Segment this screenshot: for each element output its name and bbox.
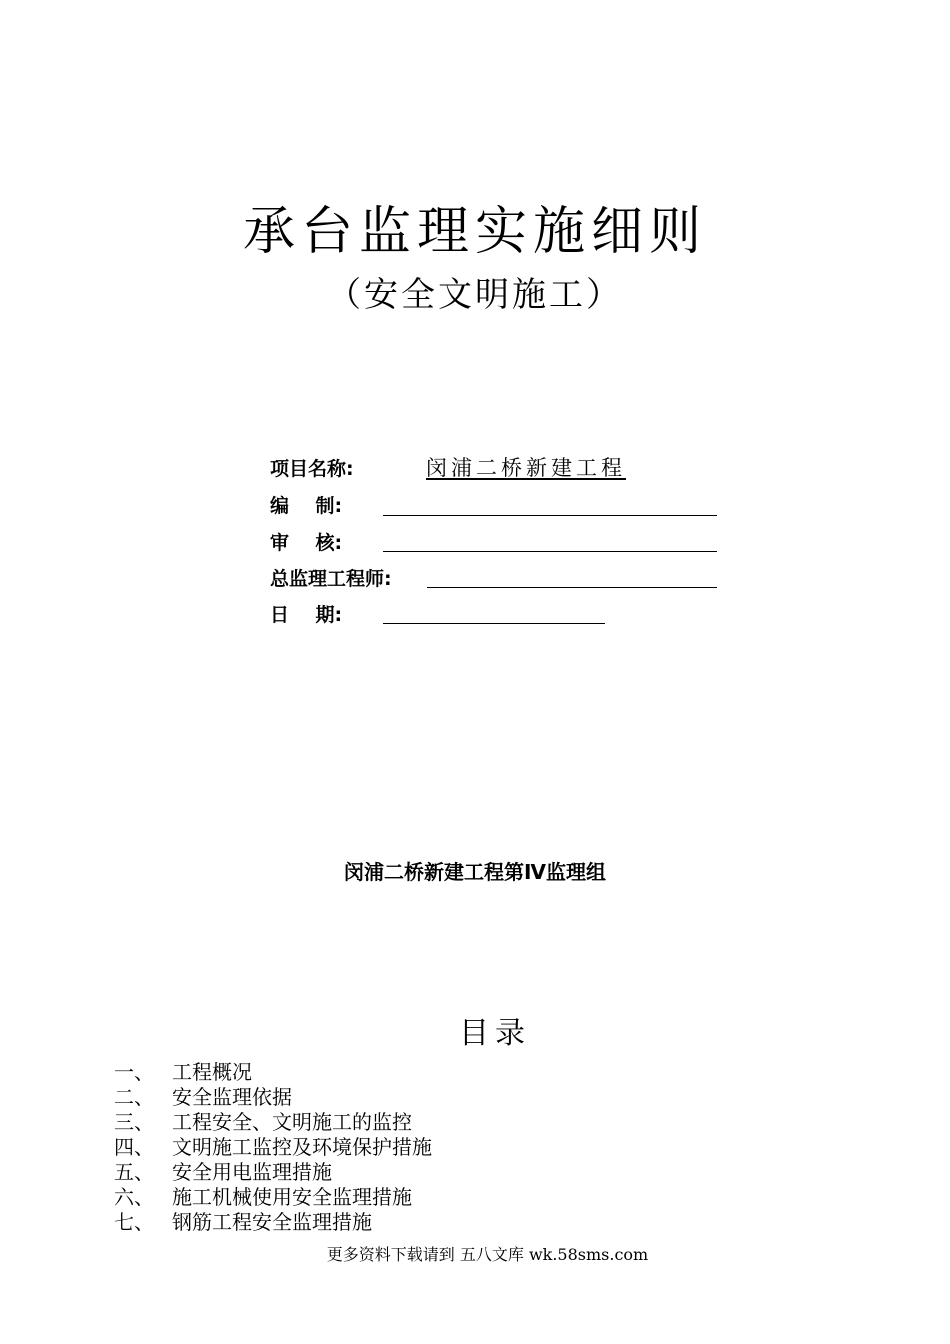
toc-item[interactable] <box>114 1135 432 1160</box>
reviewer-label: 审 核: <box>270 532 343 554</box>
chief-engineer-label: 总监理工程师: <box>270 568 392 590</box>
toc-item[interactable] <box>114 1185 412 1210</box>
toc-item-number: 三、 <box>114 1110 154 1134</box>
toc-item-text: 工程安全、文明施工的监控 <box>172 1110 412 1134</box>
toc-item[interactable] <box>114 1060 252 1085</box>
compiler-blank-line[interactable] <box>383 515 717 516</box>
toc-item[interactable] <box>114 1110 412 1135</box>
toc-item-text: 工程概况 <box>172 1060 252 1084</box>
toc-item[interactable] <box>114 1160 332 1185</box>
toc-item[interactable] <box>114 1210 372 1235</box>
toc-item-text: 钢筋工程安全监理措施 <box>172 1210 372 1234</box>
toc-item-number: 四、 <box>114 1135 154 1159</box>
chief-engineer-blank-line[interactable] <box>427 587 717 588</box>
project-name-label: 项目名称: <box>270 458 354 480</box>
reviewer-blank-line[interactable] <box>383 551 717 552</box>
toc-item-number: 五、 <box>114 1160 154 1184</box>
document-title: 承台监理实施细则 <box>242 202 707 262</box>
compiler-label: 编 制: <box>270 495 343 517</box>
organization-name: 闵浦二桥新建工程第Ⅳ监理组 <box>344 860 606 884</box>
document-subtitle: （安全文明施工） <box>327 275 623 315</box>
date-blank-line[interactable] <box>383 623 605 624</box>
toc-item[interactable] <box>114 1085 292 1110</box>
toc-item-number: 七、 <box>114 1210 154 1234</box>
toc-item-number: 一、 <box>114 1060 154 1084</box>
toc-item-text: 安全用电监理措施 <box>172 1160 332 1184</box>
toc-item-number: 六、 <box>114 1185 154 1209</box>
toc-title: 目录 <box>459 1016 531 1051</box>
date-label: 日 期: <box>270 604 343 626</box>
project-name-value: 闵浦二桥新建工程 <box>426 456 626 480</box>
toc-item-text: 文明施工监控及环境保护措施 <box>172 1135 432 1159</box>
toc-item-number: 二、 <box>114 1085 154 1109</box>
toc-item-text: 安全监理依据 <box>172 1085 292 1109</box>
footer-download-note[interactable]: 更多资料下载请到 五八文库 wk.58sms.com <box>326 1245 649 1264</box>
toc-item-text: 施工机械使用安全监理措施 <box>172 1185 412 1209</box>
